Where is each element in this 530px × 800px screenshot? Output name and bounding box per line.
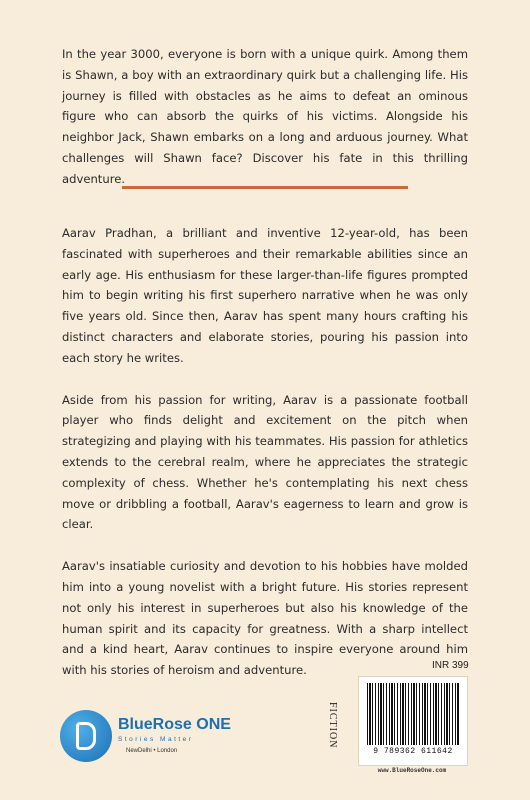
publisher-name: BlueRose ONE xyxy=(118,716,231,733)
publisher-logo xyxy=(60,710,260,770)
bio-paragraph-3: Aarav's insatiable curiosity and devotion to his hobbies have molded him into a young novelist with a bright future. His stories represent not only his interest in superheroes but also his knowledge of the human spirit and its capacity for greatness. With a sharp intellect and a kind heart, Aarav continues to inspire everyone around him with his stories of heroism and adventure. xyxy=(62,559,468,678)
barcode-icon xyxy=(367,683,459,745)
publisher-website: www.BlueRoseOne.com xyxy=(377,767,447,774)
isbn-number: 9 789362 611642 xyxy=(373,747,453,756)
author-bio xyxy=(62,223,468,702)
price-label: INR 399 xyxy=(432,660,469,671)
genre-label: FICTION xyxy=(327,702,338,749)
publisher-logo-icon xyxy=(60,710,112,762)
bio-paragraph-2: Aside from his passion for writing, Aarav is a passionate football player who finds delight and excitement on the pitch when strategizing and playing with his teammates. His passion for athletics extends to the cerebral realm, where he appreciates the strategic complexity of chess. Whether he's contemplating his next chess move or dribbling a football, Aarav's eagerness to learn and grow is clear. xyxy=(62,392,468,532)
barcode xyxy=(358,676,468,766)
back-cover-blurb: In the year 3000, everyone is born with a unique quirk. Among them is Shawn, a boy with an extraordinary quirk but a challenging life. His journey is filled with obstacles as he aims to defeat an ominous figure who can absorb the quirks of his victims. Alongside his neighbor Jack, Shawn embarks on a long and arduous journey. What challenges will Shawn face? Discover his fate in this thrilling adventure. xyxy=(62,47,468,186)
publisher-tagline: Stories Matter xyxy=(118,736,194,743)
publisher-locations: NewDelhi • London xyxy=(126,748,178,754)
bio-paragraph-1: Aarav Pradhan, a brilliant and inventive 12-year-old, has been fascinated with superheroes and their remarkable abilities since an early age. His enthusiasm for these larger-than-life figures prompted him to begin writing his first superhero narrative when he was only five years old. Since then, Aarav has spent many hours crafting his distinct characters and elaborate stories, pouring his passion into each story he writes. xyxy=(62,226,468,365)
section-divider xyxy=(122,186,408,189)
